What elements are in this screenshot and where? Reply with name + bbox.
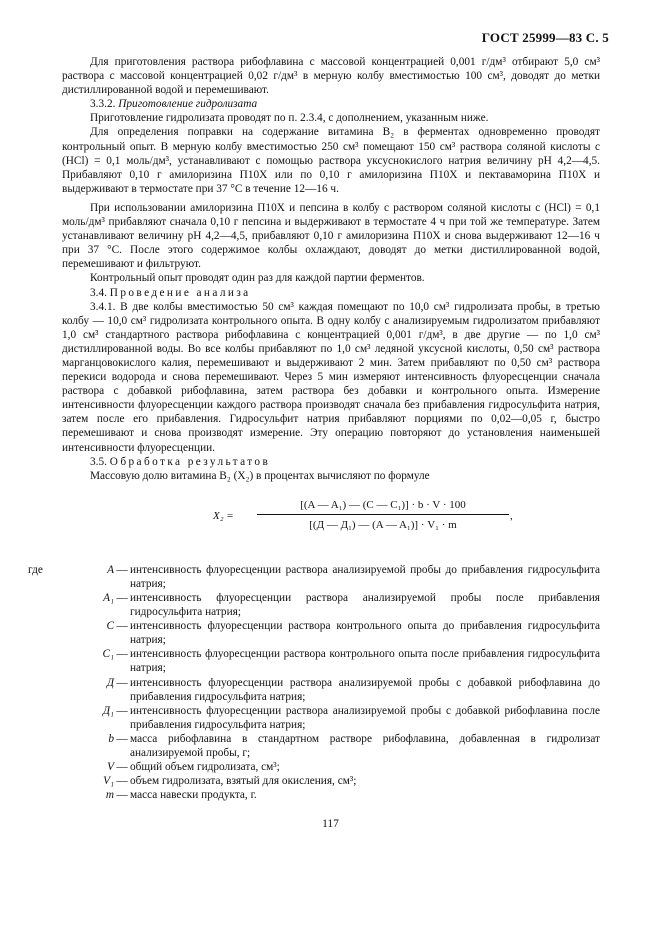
definition-symbol-text: b (108, 732, 114, 745)
section-number: 3.4. (90, 286, 107, 299)
definition-symbol-text: A₁ (103, 592, 114, 604)
paragraph: Приготовление гидролизата проводят по п. 2.3.4, с дополнением, указанным ниже. (90, 112, 489, 125)
formula-numerator: [(A — A₁) — (C — C₁)] · b · V · 100 (300, 498, 466, 511)
definition-symbol-text: C (106, 620, 114, 633)
paragraph: 3.4.1. В две колбы вместимостью 50 см³ каждая помещают по 10,0 см³ гидролизата пробы, в третью колбу — 10,0 см³ гидролизата контрольного опыта. В одну колбу с анализируемым гидролизатом прибавляют 1,0 см³ стандартного раствора рибофлавина с концентрацией 0,001 г/дм³, в две другие — по 1,0 см³ дистиллированной воды. Во все колбы прибавляют по 1,0 см³ ледяной уксусной кислоты, 0,50 см³ раствора марганцовокислого калия, перемешивают и выдерживают 2 мин. Затем прибавляют по 0,50 см³ раствора перекиси водорода и снова перемешивают. Через 5 мин измеряют интенсивность флуоресценции сначала раствора с добавкой рибофлавина, затем раствора без добавки и контрольного опыта. Измерение интенсивности флуоресценции каждого раствора производят сначала без прибавления гидросульфита натрия, затем после его прибавления. Гидросульфит натрия прибавляют порциями по 0,02—0,05 г, быстро перемешивают и снова производят измерение. Эту операцию повторяют до установления наименьшей интенсивности флуоресценции. (62, 300, 600, 454)
paragraph: Для приготовления раствора рибофлавина с массовой концентрацией 0,001 г/дм³ отбирают 5,0 см³ раствора с массовой концентрацией 0,02 г/дм³ в мерную колбу вместимостью 100 см³, доводят до метки дистиллированной водой и перемешивают. (62, 56, 600, 97)
page-number: 117 (322, 818, 339, 830)
formula-tail: , (510, 509, 513, 522)
definition-text: объем гидролизата, взятый для окисления, см³; (130, 775, 357, 788)
definition-dash: — (116, 620, 128, 633)
definition-symbol-text: C₁ (102, 648, 114, 661)
paragraph: Массовую долю витамина B₂ (X₂) в процентах вычисляют по формуле (90, 469, 430, 482)
definition-item (28, 563, 600, 591)
section-title: Приготовление гидролизата (118, 98, 258, 111)
definition-item (28, 647, 600, 675)
paragraph: Для определения поправки на содержание витамина B₂ в ферментах одновременно проводят контрольный опыт. В мерную колбу вместимостью 250 см³ помещают 150 см³ раствора соляной кислоты c (HCl) = 0,1 моль/дм³, устанавливают с помощью раствора уксуснокислого натрия величину pH 4,2—4,5. Прибавляют 0,10 г амилоризина П10Х или по 0,10 г амилоризина П10Х и пектаваморина П10Х и выдерживают в термостате при 37 °С в течение 12—16 ч. (62, 126, 600, 195)
definition-symbol (28, 647, 114, 675)
definition-symbol (28, 591, 114, 619)
formula (62, 495, 600, 545)
definition-dash: — (116, 676, 128, 689)
definition-text: интенсивность флуоресценции раствора анализируемой пробы с добавкой рибофлавина до прибавления гидросульфита натрия; (130, 676, 600, 703)
definition-item (28, 676, 600, 704)
definition-dash: — (116, 563, 128, 576)
definition-dash: — (116, 761, 128, 774)
definition-symbol-text: A (107, 563, 114, 576)
definition-item (28, 704, 600, 732)
definition-item (28, 591, 600, 619)
definition-text: интенсивность флуоресценции раствора анализируемой пробы до прибавления гидросульфита натрия; (130, 563, 600, 590)
paragraph: При использовании амилоризина П10Х и пепсина в колбу с раствором соляной кислоты c (HCl) = 0,1 моль/дм³ прибавляют сначала 0,10 г пепсина и выдерживают в термостате 4 ч при той же температуре. Затем устанавливают величину pH 4,2—4,5, прибавляют 0,10 г амилоризина П10Х и снова выдерживают 12—16 ч при 37 °С. После этого содержимое колбы охлаждают, доводят до метки дистиллированной водой, перемешивают и фильтруют. (62, 201, 600, 271)
definition-symbol-text: V₁ (103, 775, 114, 788)
section-heading-3-3-2 (62, 97, 600, 111)
section-heading-3-4 (62, 286, 600, 300)
definition-symbol (28, 676, 114, 704)
definition-dash: — (116, 704, 128, 717)
definition-text: общий объем гидролизата, см³; (130, 761, 280, 774)
definition-symbol (28, 774, 114, 788)
definition-dash: — (116, 789, 128, 802)
formula-lhs: X₂ = (213, 509, 234, 522)
definition-item (28, 774, 600, 788)
definition-dash: — (116, 775, 128, 788)
definition-text: масса рибофлавина в стандартном растворе рибофлавина, добавленная в гидролизат анализируемой пробы, г; (130, 732, 600, 760)
definition-text: масса навески продукта, г. (130, 789, 257, 802)
section-number: 3.3.2. (90, 98, 116, 111)
definition-symbol-text: m (105, 789, 114, 802)
document-body (28, 55, 600, 802)
section-title: Обработка результатов (109, 455, 271, 468)
definition-text: интенсивность флуоресценции раствора анализируемой пробы после прибавления гидросульфита натрия; (130, 592, 600, 619)
definition-symbol (28, 732, 114, 760)
definition-lead: где (28, 563, 43, 576)
definition-dash: — (116, 592, 128, 604)
section-heading-3-5 (62, 455, 600, 469)
definition-symbol (28, 788, 114, 802)
definition-symbol (28, 619, 114, 647)
definition-text: интенсивность флуоресценции раствора контрольного опыта после прибавления гидросульфита натрия; (130, 648, 600, 675)
section-title: Проведение анализа (109, 286, 251, 299)
page-header: ГОСТ 25999—83 С. 5 (481, 30, 609, 45)
formula-denominator: [(Д — Д₁) — (A — A₁)] · V₁ · m (309, 518, 457, 531)
definition-symbol (28, 563, 114, 591)
definition-symbol (28, 760, 114, 774)
section-number: 3.5. (90, 455, 107, 468)
definition-item (28, 788, 600, 802)
fraction-bar (257, 514, 509, 515)
definition-item (28, 760, 600, 774)
definition-symbol (28, 704, 114, 732)
definition-symbol-text: V (107, 761, 114, 774)
definition-symbol-text: Д (106, 676, 114, 689)
definition-item (28, 619, 600, 647)
definition-item (28, 732, 600, 760)
definition-symbol-text: Д₁ (102, 704, 114, 717)
definition-text: интенсивность флуоресценции раствора контрольного опыта до прибавления гидросульфита натрия; (130, 620, 600, 647)
paragraph: Контрольный опыт проводят один раз для каждой партии ферментов. (90, 272, 425, 285)
definition-text: интенсивность флуоресценции раствора анализируемой пробы с добавкой рибофлавина после прибавления гидросульфита натрия; (130, 704, 600, 731)
definition-dash: — (116, 648, 128, 661)
definitions-list (28, 563, 600, 803)
definition-dash: — (116, 732, 128, 745)
